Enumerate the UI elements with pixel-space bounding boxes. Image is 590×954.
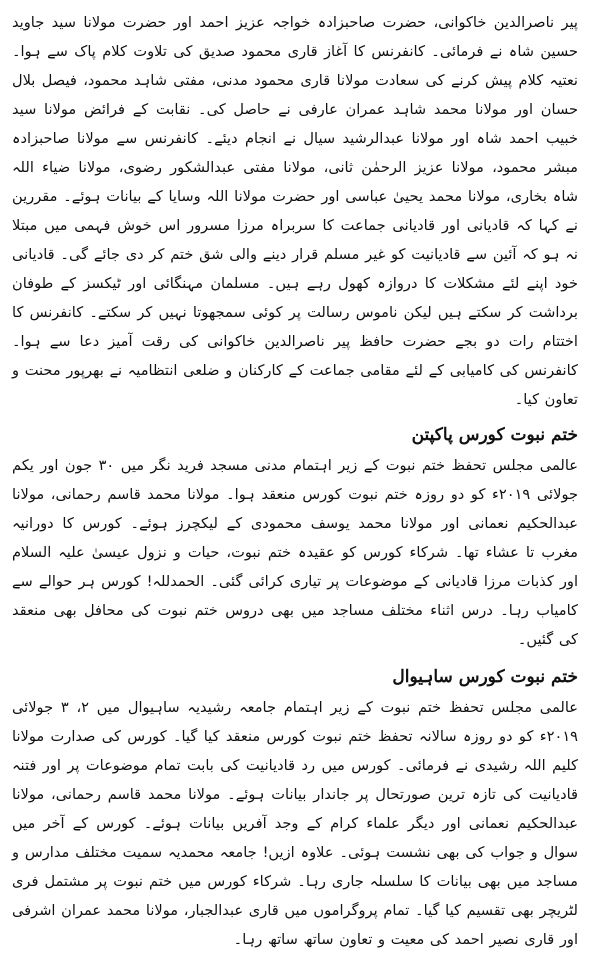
paragraph-pakpattan-course: عالمی مجلس تحفظ ختم نبوت کے زیر اہتمام مدنی مسجد فرید نگر میں ۳۰ جون اور یکم جولائی ۲۰۱۹ء کو دو روزہ ختم نبوت کورس منعقد ہوا۔ مولانا محمد قاسم رحمانی، مولانا عبدالحکیم نعمانی اور مولانا محمد یوسف محمودی کے لیکچرز ہوئے۔ کورس کا دورانیہ مغرب تا عشاء تھا۔ شرکاء کورس کو عقیدہ ختم نبوت، حیات و نزول عیسیٰ علیہ السلام اور کذبات مرزا قادیانی کے موضوعات پر تیاری کرائی گئی۔ الحمدللہ! کورس ہر حوالے سے کامیاب رہا۔ درس اثناء مختلف مساجد میں بھی دروس ختم نبوت کی محافل بھی منعقد کی گئیں۔	[12, 457, 578, 648]
section-heading-sahiwal: ختم نبوت کورس ساہیوال	[392, 667, 578, 687]
section-heading-pakpattan: ختم نبوت کورس پاکپتن	[411, 425, 578, 445]
paragraph-sahiwal-course: عالمی مجلس تحفظ ختم نبوت کے زیر اہتمام جامعہ رشیدیہ ساہیوال میں ۲، ۳ جولائی ۲۰۱۹ء کو دو روزہ سالانہ تحفظ ختم نبوت کورس منعقد کیا گیا۔ کورس کی صدارت مولانا کلیم اللہ رشیدی نے فرمائی۔ کورس میں رد قادیانیت کی بابت تمام موضوعات پر اور فتنہ قادیانیت کی تازہ ترین صورتحال پر جاندار بیانات ہوئے۔ مولانا محمد قاسم رحمانی، مولانا عبدالحکیم نعمانی اور دیگر علماء کرام کے وجد آفریں بیانات ہوئے۔ کورس کے آخر میں سوال و جواب کی بھی نشست ہوئی۔ علاوہ ازیں! جامعہ محمدیہ سمیت مختلف مدارس و مساجد میں بھی بیانات کا سلسلہ جاری رہا۔ شرکاء کورس میں ختم نبوت پر مشتمل فری لٹریچر بھی تقسیم کیا گیا۔ تمام پروگراموں میں قاری عبدالجبار، مولانا محمد عمران اشرفی اور قاری نصیر احمد کی معیت و تعاون ساتھ ساتھ رہا۔	[12, 699, 579, 948]
paragraph-conference-report: پیر ناصرالدین خاکوانی، حضرت صاحبزادہ خواجہ عزیز احمد اور حضرت مولانا سید جاوید حسین شاہ نے فرمائی۔ کانفرنس کا آغاز قاری محمود صدیق کی تلاوت کلام پاک سے ہوا۔ نعتیہ کلام پیش کرنے کی سعادت مولانا قاری محمود مدنی، مفتی شاہد محمود، فیصل بلال حسان اور مولانا محمد شاہد عمران عارفی نے حاصل کی۔ نقابت کے فرائض مولانا سید خبیب احمد شاہ اور مولانا عبدالرشید سیال نے انجام دیئے۔ کانفرنس سے مولانا صاحبزادہ مبشر محمود، مولانا عزیز الرحمٰن ثانی، مولانا مفتی عبدالشکور رضوی، مولانا ضیاء اللہ شاہ بخاری، مولانا محمد یحییٰ عباسی اور حضرت مولانا اللہ وسایا کے بیانات ہوئے۔ مقررین نے کہا کہ قادیانی اور قادیانی جماعت کا سربراہ مرزا مسرور اس خوش فہمی میں مبتلا نہ ہو کہ آئین سے قادیانیت کو غیر مسلم قرار دینے والی شق ختم کر دی جائے گی۔ قادیانی خود اپنے لئے مشکلات کا دروازہ کھول رہے ہیں۔ مسلمان مہنگائی اور ٹیکسز کے طوفان برداشت کر سکتے ہیں لیکن ناموس رسالت پر کوئی سمجھوتا نہیں کر سکتے۔ کانفرنس کا اختتام رات دو بجے حضرت حافظ پیر ناصرالدین خاکوانی کی رقت آمیز دعا سے ہوا۔ کانفرنس کی کامیابی کے لئے مقامی جماعت کے کارکنان و ضلعی انتظامیہ نے بھرپور محنت و تعاون کیا۔	[12, 14, 578, 408]
